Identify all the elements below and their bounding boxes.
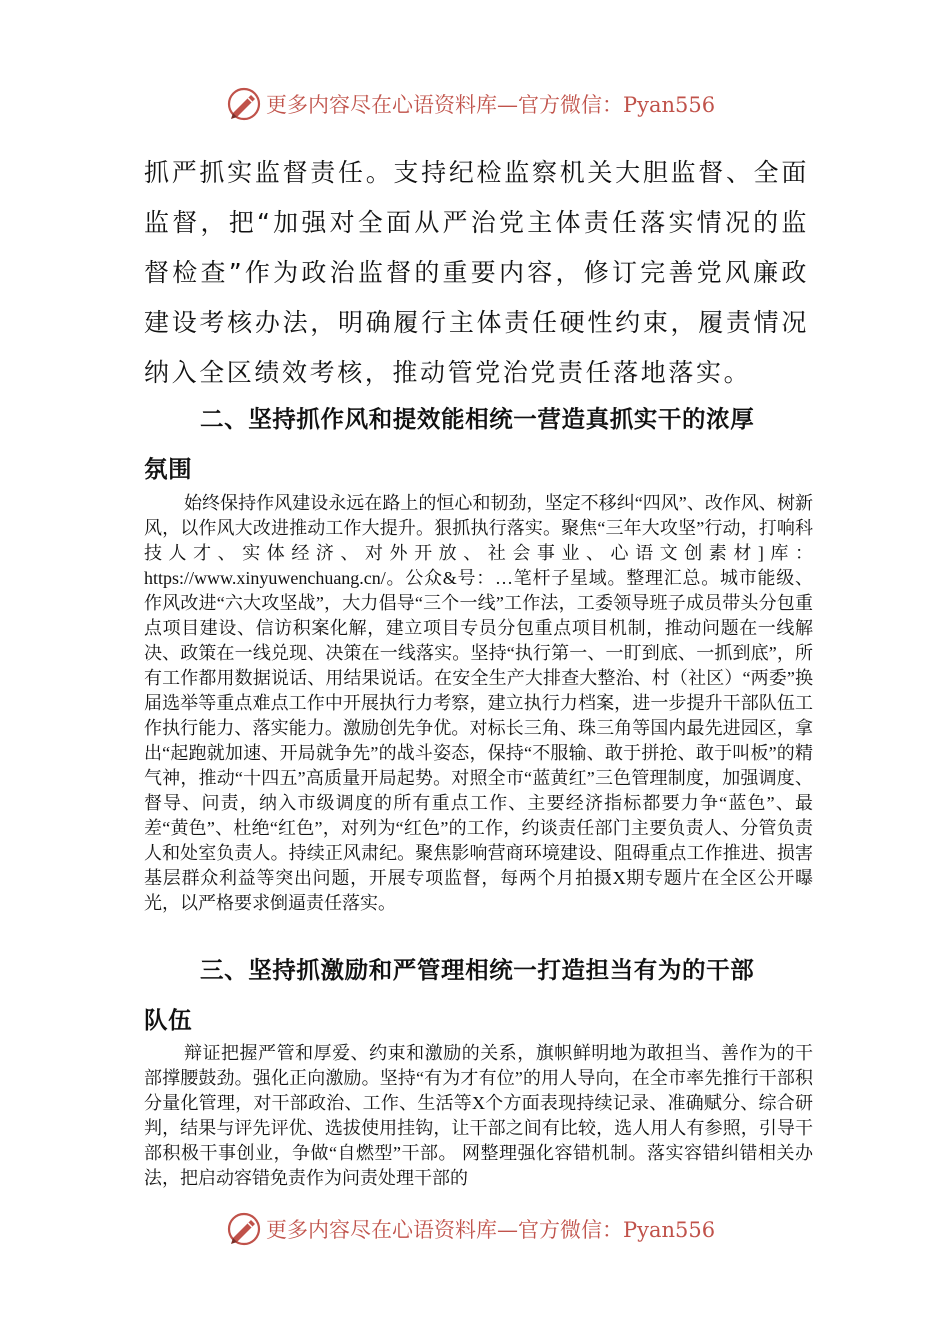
lead-paragraph [144,148,809,398]
section-2-heading-line2: 氛围 [144,455,193,483]
section-2-heading-line1: 二、坚持抓作风和提效能相统一营造真抓实干的浓厚 [200,405,755,433]
lead-text: 抓严抓实监督责任。支持纪检监察机关大胆监督、全面监督，把“加强对全面从严治党主体责任落实情况的监督检查”作为政治监督的重要内容，修订完善党风廉政建设考核办法，明确履行主体责任硬性约束，履责情况纳入全区绩效考核，推动管党治党责任落地落实。 [144,158,809,387]
banner-text: 更多内容尽在心语资料库—官方微信：Pyan556 [266,1218,716,1242]
section-3-body: 辩证把握严管和厚爱、约束和激励的关系，旗帜鲜明地为敢担当、善作为的干部撑腰鼓劲。强化正向激励。坚持“有为才有位”的用人导向，在全市率先推行干部积分量化管理，对干部政治、工作、生活等X个方面表现持续记录、准确赋分、综合研判，结果与评先评优、选拔使用挂钩，让干部之间有比较，选人用人有参照，引导干部积极干事创业，争做“自燃型”干部。 网整理强化容错机制。落实容错纠错相关办法，把启动容错免责作为问责处理干部的 [144,1043,813,1188]
pen-logo-icon [226,86,262,122]
pen-logo-icon [226,1211,262,1247]
section-3-heading-line1: 三、坚持抓激励和严管理相统一打造担当有为的干部 [200,956,755,984]
section-3-heading [144,945,809,1045]
footer-banner [226,1209,715,1249]
header-banner [226,84,715,124]
section-3-heading-line2: 队伍 [144,1006,193,1034]
banner-text: 更多内容尽在心语资料库—官方微信：Pyan556 [266,93,716,117]
section-2-heading [144,394,809,494]
section-2-body: 始终保持作风建设永远在路上的恒心和韧劲，坚定不移纠“四风”、改作风、树新风，以作风大改进推动工作大提升。狠抓执行落实。聚焦“三年大攻坚”行动，打响科技人才、实体经济、对外开放、社会事业、心语文创素材]库：https://www.xinyuwenchuang.cn/。公众&号：…笔杆子星域。整理汇总。城市能级、作风改进“六大攻坚战”，大力倡导“三个一线”工作法，工委领导班子成员带头分包重点项目建设、信访积案化解，建立项目专员分包重点项目机制，推动问题在一线解决、政策在一线兑现、决策在一线落实。坚持“执行第一、一盯到底、一抓到底”，所有工作都用数据说话、用结果说话。在安全生产大排查大整治、村（社区）“两委”换届选举等重点难点工作中开展执行力考察，建立执行力档案，进一步提升干部队伍工作执行能力、落实能力。激励创先争优。对标长三角、珠三角等国内最先进园区，拿出“起跑就加速、开局就争先”的战斗姿态，保持“不服输、敢于拼抢、敢于叫板”的精气神，推动“十四五”高质量开局起势。对照全市“蓝黄红”三色管理制度，加强调度、督导、问责，纳入市级调度的所有重点工作、主要经济指标都要力争“蓝色”、最差“黄色”、杜绝“红色”，对列为“红色”的工作，约谈责任部门主要负责人、分管负责人和处室负责人。持续正风肃纪。聚焦影响营商环境建设、阻碍重点工作推进、损害基层群众利益等突出问题，开展专项监督，每两个月拍摄X期专题片在全区公开曝光，以严格要求倒逼责任落实。 [144,493,813,913]
